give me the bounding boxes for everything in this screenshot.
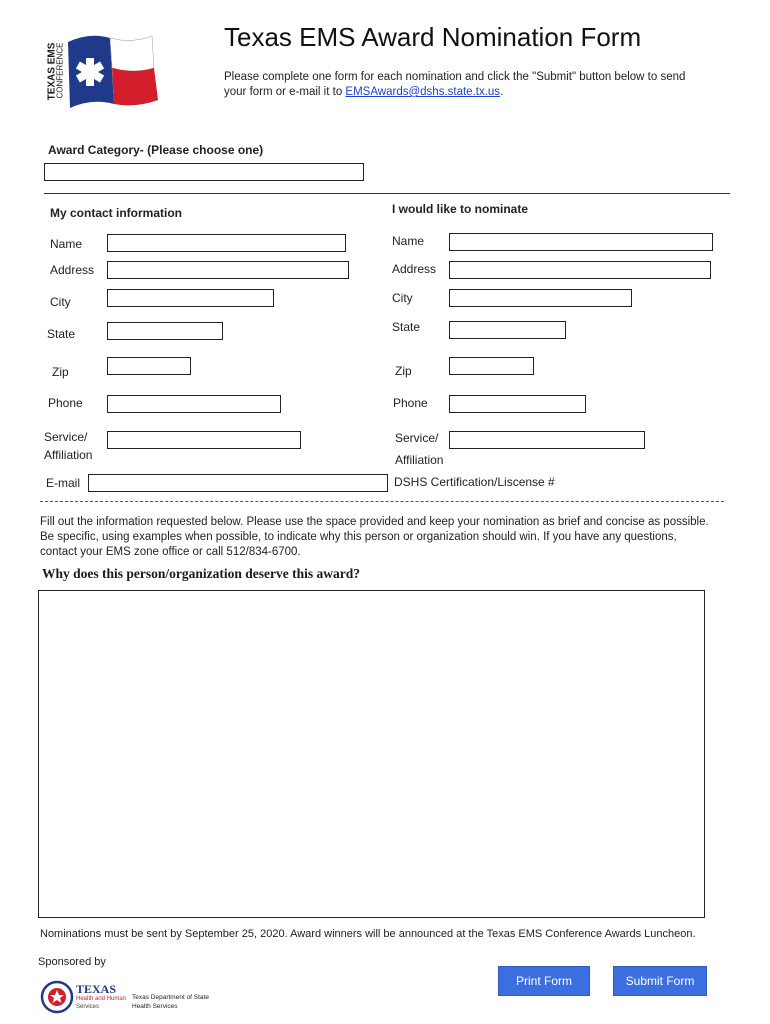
contact-name-label: Name	[50, 237, 83, 251]
contact-zip-input[interactable]	[107, 357, 191, 375]
submit-form-button[interactable]: Submit Form	[613, 966, 707, 996]
contact-state-input[interactable]	[107, 322, 223, 340]
dept-line-2: Health Services	[132, 1003, 178, 1010]
contact-service-label-2: Affiliation	[44, 448, 93, 462]
hhs-logo	[40, 980, 220, 1016]
logo-text-top: TEXAS EMS	[46, 42, 58, 101]
divider-top	[44, 193, 730, 194]
texas-ems-logo	[40, 28, 182, 114]
contact-heading: My contact information	[50, 206, 183, 220]
nominee-service-label-1: Service/	[395, 431, 439, 445]
nominee-service-input[interactable]	[449, 431, 645, 449]
nominee-city-input[interactable]	[449, 289, 632, 307]
page-title: Texas EMS Award Nomination Form	[224, 22, 642, 52]
nominee-phone-label: Phone	[393, 396, 428, 410]
logo-text-bottom: CONFERENCE	[55, 42, 65, 99]
award-category-label: Award Category- (Please choose one)	[48, 143, 264, 157]
nominee-name-input[interactable]	[449, 233, 713, 251]
contact-city-label: City	[50, 295, 71, 309]
nominee-state-label: State	[392, 320, 421, 334]
instructions-line-2: Be specific, using examples when possible, to indicate why this person or organization should win. If you have any questions,	[40, 531, 677, 543]
nominee-address-input[interactable]	[449, 261, 711, 279]
contact-email-input[interactable]	[88, 474, 388, 492]
contact-phone-label: Phone	[48, 396, 83, 410]
divider-middle	[40, 501, 724, 502]
nominee-zip-input[interactable]	[449, 357, 534, 375]
nominee-phone-input[interactable]	[449, 395, 586, 413]
email-link[interactable]: EMSAwards@dshs.state.tx.us	[345, 86, 501, 98]
nominee-cert-label: DSHS Certification/Liscense #	[394, 475, 555, 489]
intro-text	[224, 70, 744, 100]
instructions	[40, 515, 760, 560]
sponsored-by-label: Sponsored by	[38, 956, 106, 968]
contact-service-label-1: Service/	[44, 430, 88, 444]
nominee-heading: I would like to nominate	[392, 202, 529, 216]
question-label: Why does this person/organization deserve this award?	[42, 566, 361, 581]
intro-line-2	[224, 85, 744, 100]
nominee-address-label: Address	[392, 262, 437, 276]
instructions-line-1: Fill out the information requested below. Please use the space provided and keep your nomination as brief and concise as possible.	[40, 516, 709, 528]
nominee-state-input[interactable]	[449, 321, 566, 339]
contact-address-input[interactable]	[107, 261, 349, 279]
nominee-name-label: Name	[392, 234, 425, 248]
nominee-city-label: City	[392, 291, 413, 305]
intro-line-1: Please complete one form for each nomination and click the "Submit" button below to send	[224, 71, 686, 83]
deadline-text: Nominations must be sent by September 25, 2020. Award winners will be announced at the Texas EMS Conference Awards Luncheon.	[40, 928, 696, 940]
dept-line-1: Texas Department of State	[132, 994, 209, 1001]
nominee-zip-label: Zip	[395, 364, 412, 378]
nominee-service-label-2: Affiliation	[395, 453, 444, 467]
contact-name-input[interactable]	[107, 234, 346, 252]
nomination-reason-textarea[interactable]	[38, 590, 705, 918]
intro-line-2-prefix: your form or e-mail it to	[224, 86, 346, 98]
contact-city-input[interactable]	[107, 289, 274, 307]
award-category-select[interactable]	[44, 163, 364, 181]
sponsor-name-1: TEXAS	[76, 982, 117, 996]
sponsor-name-2: Health and Human	[76, 996, 127, 1002]
intro-line-2-suffix: .	[500, 86, 504, 98]
sponsor-name-3: Services	[76, 1004, 100, 1010]
contact-phone-input[interactable]	[107, 395, 281, 413]
texas-seal-icon	[40, 980, 74, 1014]
print-form-button[interactable]: Print Form	[498, 966, 590, 996]
contact-service-input[interactable]	[107, 431, 301, 449]
instructions-line-3: contact your EMS zone office or call 512/834-6700.	[40, 546, 301, 558]
contact-state-label: State	[47, 327, 76, 341]
contact-email-label: E-mail	[46, 476, 81, 490]
contact-address-label: Address	[50, 263, 95, 277]
contact-zip-label: Zip	[52, 365, 69, 379]
